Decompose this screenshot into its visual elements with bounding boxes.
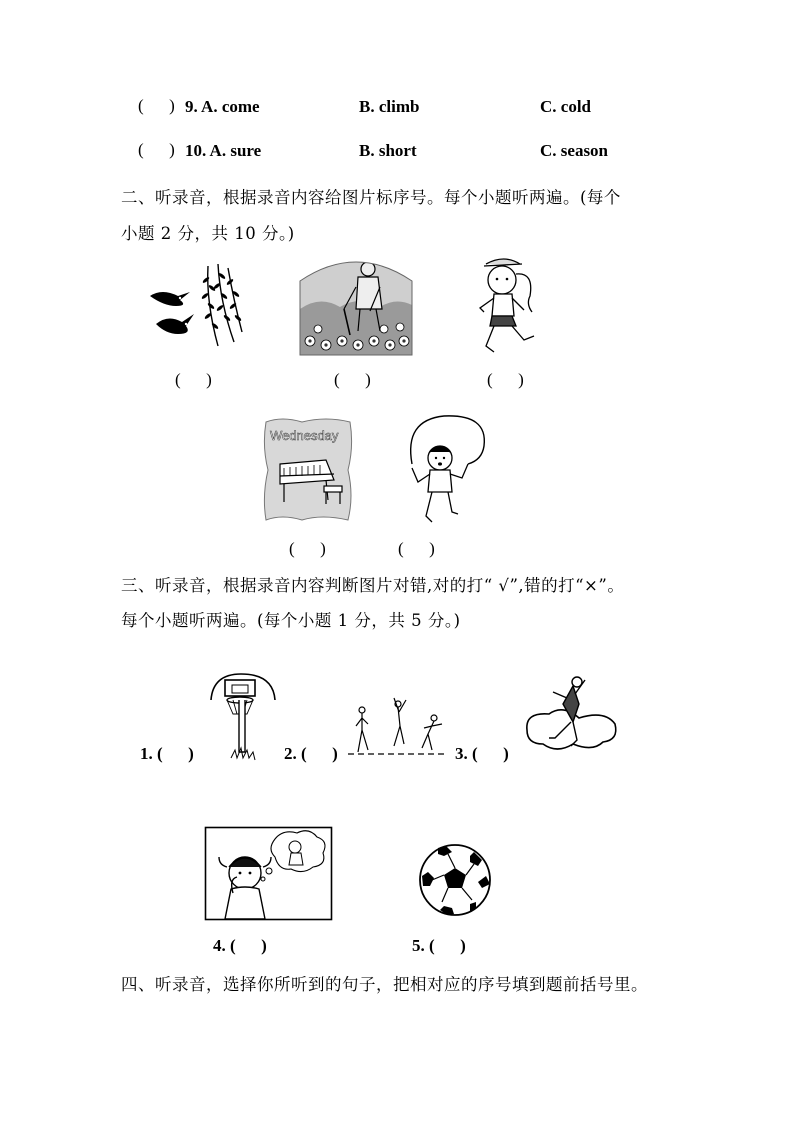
q10-option-a: 10. A. sure bbox=[185, 141, 262, 160]
q9-option-a: 9. A. come bbox=[185, 97, 260, 116]
q10-option-b: B. short bbox=[359, 141, 417, 160]
swallows-willow-picture bbox=[148, 262, 244, 350]
q9-option-c: C. cold bbox=[540, 97, 591, 116]
answer-bracket[interactable]: ( ) bbox=[138, 96, 175, 115]
q9-row bbox=[138, 96, 175, 116]
answer-bracket[interactable]: ( ) bbox=[138, 140, 175, 159]
picture-5-bracket[interactable]: ( ) bbox=[398, 539, 435, 558]
item-5-label[interactable]: 5. ( ) bbox=[412, 936, 466, 955]
ice-skating-picture bbox=[523, 674, 619, 760]
section-2-heading-line2: 小题 2 分，共 10 分。) bbox=[121, 224, 295, 243]
farmer-garden-picture bbox=[300, 251, 412, 355]
item-1-label[interactable]: 1. ( ) bbox=[140, 744, 194, 763]
basketball-hoop-picture bbox=[205, 672, 279, 764]
q9-option-b: B. climb bbox=[359, 97, 420, 116]
item-4-label[interactable]: 4. ( ) bbox=[213, 936, 267, 955]
long-jump-picture bbox=[344, 694, 448, 756]
section-3-heading-line1: 三、听录音，根据录音内容判断图片对错,对的打“ √”,错的打“×”。 bbox=[121, 576, 625, 595]
picture-2-bracket[interactable]: ( ) bbox=[334, 370, 371, 389]
item-3-label[interactable]: 3. ( ) bbox=[455, 744, 509, 763]
section-3-heading-line2: 每个小题听两遍。(每个小题 1 分，共 5 分。) bbox=[121, 611, 461, 630]
q10-option-c: C. season bbox=[540, 141, 609, 160]
section-4-heading: 四、听录音，选择你所听到的句子，把相对应的序号填到题前括号里。 bbox=[121, 975, 648, 994]
wednesday-card-text: Wednesday bbox=[270, 428, 339, 443]
picture-3-bracket[interactable]: ( ) bbox=[487, 370, 524, 389]
football-picture bbox=[418, 842, 492, 918]
section-2-heading-line1: 二、听录音，根据录音内容给图片标序号。每个小题听两遍。(每个 bbox=[121, 188, 621, 207]
girl-thinking-picture bbox=[205, 827, 332, 920]
wednesday-piano-picture bbox=[262, 416, 354, 524]
item-2-label[interactable]: 2. ( ) bbox=[284, 744, 338, 763]
picture-1-bracket[interactable]: ( ) bbox=[175, 370, 212, 389]
girl-running-picture bbox=[470, 252, 544, 356]
boy-skipping-rope-picture bbox=[404, 412, 490, 530]
q10-row bbox=[138, 140, 175, 160]
picture-4-bracket[interactable]: ( ) bbox=[289, 539, 326, 558]
